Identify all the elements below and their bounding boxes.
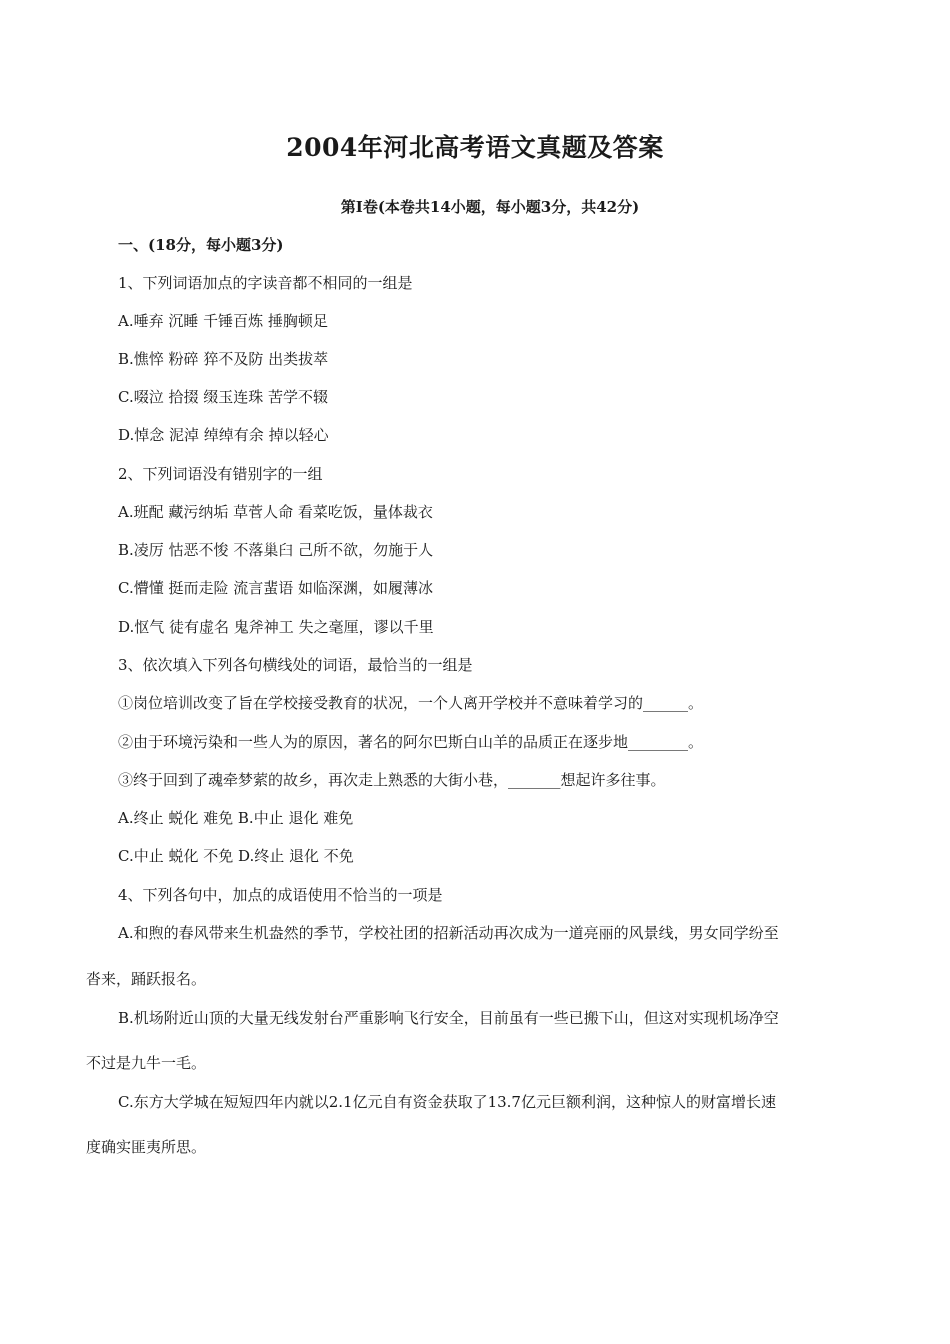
question-1-stem: 1、下列词语加点的字读音都不相同的一组是 — [118, 274, 413, 292]
question-3-options-ab: A.终止 蜕化 难免 B.中止 退化 难免 — [118, 809, 354, 827]
question-3-sentence-2: ②由于环境污染和一些人为的原因，著名的阿尔巴斯白山羊的品质正在逐步地________。 — [118, 733, 704, 751]
question-2-option-c: C.懵懂 挺而走险 流言蜚语 如临深渊，如履薄冰 — [118, 579, 434, 597]
question-4-stem: 4、下列各句中，加点的成语使用不恰当的一项是 — [118, 886, 443, 904]
question-4-option-c-line-1: C.东方大学城在短短四年内就以2.1亿元自有资金获取了13.7亿元巨额利润，这种惊人的财富增长速 — [118, 1093, 776, 1111]
page-title: 2004年河北高考语文真题及答案 — [286, 133, 664, 162]
question-3-options-cd: C.中止 蜕化 不免 D.终止 退化 不免 — [118, 847, 354, 865]
section-heading: 第Ⅰ卷(本卷共14小题，每小题3分，共42分) — [340, 198, 640, 216]
question-3-stem: 3、依次填入下列各句横线处的词语，最恰当的一组是 — [118, 656, 473, 674]
question-2-option-d: D.怄气 徒有虚名 鬼斧神工 失之毫厘，谬以千里 — [118, 618, 434, 636]
question-2-option-b: B.凌厉 怙恶不悛 不落巢臼 己所不欲，勿施于人 — [118, 541, 434, 559]
question-3-sentence-1: ①岗位培训改变了旨在学校接受教育的状况，一个人离开学校并不意味着学习的______。 — [118, 694, 704, 712]
question-4-option-a-line-1: A.和煦的春风带来生机盎然的季节，学校社团的招新活动再次成为一道亮丽的风景线，男女同学纷至 — [118, 924, 779, 942]
question-4-option-b-line-1: B.机场附近山顶的大量无线发射台严重影响飞行安全，目前虽有一些已搬下山，但这对实现机场净空 — [118, 1009, 779, 1027]
question-3-sentence-3: ③终于回到了魂牵梦萦的故乡，再次走上熟悉的大街小巷，_______想起许多往事。 — [118, 771, 666, 789]
question-1-option-d: D.悼念 泥淖 绰绰有余 掉以轻心 — [118, 426, 329, 444]
question-4-option-b-line-2: 不过是九牛一毛。 — [86, 1054, 207, 1072]
question-2-option-a: A.班配 藏污纳垢 草菅人命 看菜吃饭，量体裁衣 — [118, 503, 433, 521]
question-4-option-a-line-2: 沓来，踊跃报名。 — [86, 970, 207, 988]
part-heading: 一、(18分，每小题3分) — [118, 236, 284, 254]
question-1-option-b: B.憔悴 粉碎 猝不及防 出类拔萃 — [118, 350, 329, 368]
question-2-stem: 2、下列词语没有错别字的一组 — [118, 465, 323, 483]
question-1-option-c: C.啜泣 拾掇 缀玉连珠 苦学不辍 — [118, 388, 329, 406]
question-1-option-a: A.唾弃 沉睡 千锤百炼 捶胸顿足 — [118, 312, 328, 330]
question-4-option-c-line-2: 度确实匪夷所思。 — [86, 1138, 207, 1156]
